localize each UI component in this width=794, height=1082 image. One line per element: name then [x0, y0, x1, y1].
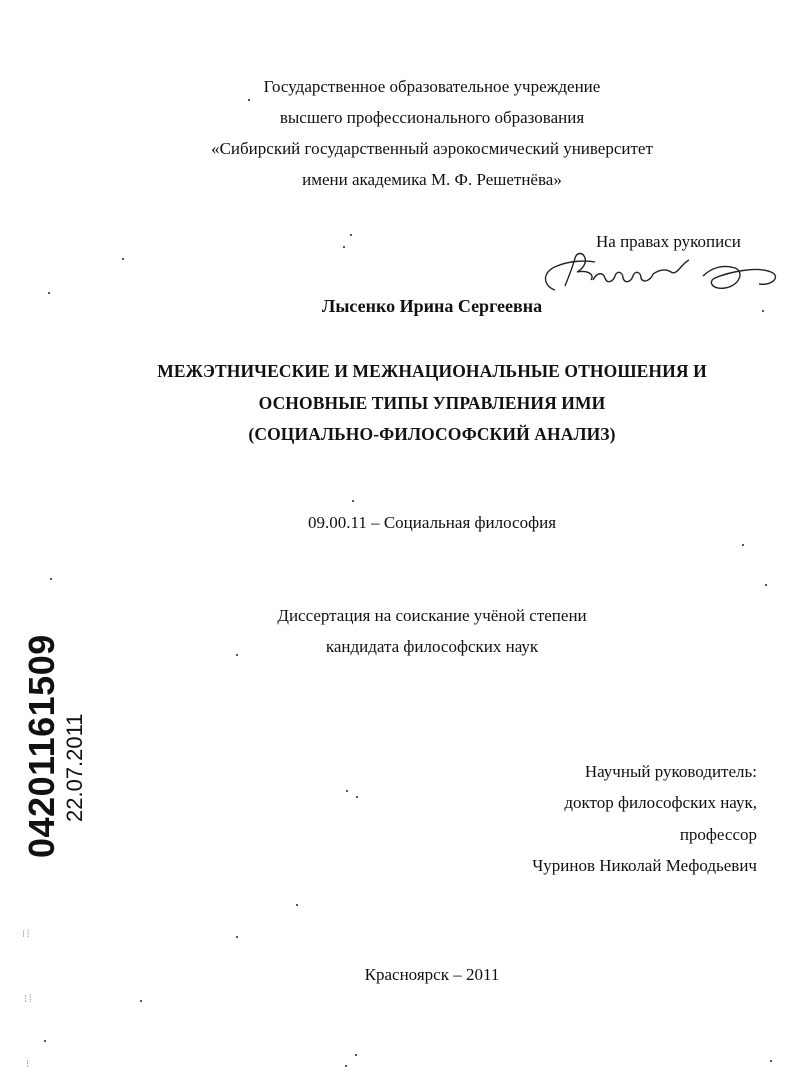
scan-speck	[770, 1060, 772, 1062]
author-name: Лысенко Ирина Сергеевна	[321, 296, 543, 316]
scan-speck	[346, 790, 348, 792]
specialty: 09.00.11 – Социальная философия	[307, 513, 557, 532]
degree-line-2: кандидата философских наук	[325, 637, 539, 656]
scan-speck	[236, 936, 238, 938]
scan-speck	[355, 1054, 357, 1056]
scan-speck	[765, 584, 767, 586]
supervisor-name: Чуринов Николай Мефодьевич	[532, 856, 757, 875]
title-line-3: (СОЦИАЛЬНО-ФИЛОСОФСКИЙ АНАЛИЗ)	[248, 424, 616, 444]
scan-speck	[44, 1040, 46, 1042]
manuscript-note: На правах рукописи	[596, 232, 741, 251]
stamp-date: 22.07.2011	[62, 713, 87, 822]
place-year: Красноярск – 2011	[364, 965, 500, 984]
degree-line-1: Диссертация на соискание учёной степени	[277, 606, 587, 625]
scan-speck	[345, 1065, 347, 1067]
supervisor-label: Научный руководитель:	[584, 762, 757, 781]
scan-speck	[742, 544, 744, 546]
institution-line-3: «Сибирский государственный аэрокосмический университет	[211, 139, 653, 158]
scan-mark: ⁝⁞	[22, 929, 32, 940]
stamp-number: 04201161509	[21, 634, 62, 858]
scan-speck	[352, 500, 354, 502]
institution-line-4: имени академика М. Ф. Решетнёва»	[302, 170, 562, 189]
scan-speck	[248, 99, 250, 101]
title-line-2: ОСНОВНЫЕ ТИПЫ УПРАВЛЕНИЯ ИМИ	[258, 393, 606, 413]
supervisor-degree: доктор философских наук,	[564, 793, 757, 812]
institution-line-2: высшего профессионального образования	[279, 108, 585, 127]
scan-speck	[356, 796, 358, 798]
scan-mark: ⁝⁞	[24, 994, 34, 1005]
supervisor-rank: профессор	[679, 825, 757, 844]
scan-mark: ⁝	[26, 1059, 30, 1070]
scan-speck	[140, 1000, 142, 1002]
scan-speck	[50, 578, 52, 580]
scan-speck	[350, 234, 352, 236]
scan-speck	[296, 904, 298, 906]
library-stamp	[4, 632, 87, 862]
institution-line-1: Государственное образовательное учреждение	[263, 77, 601, 96]
scan-speck	[122, 258, 124, 260]
scan-speck	[48, 292, 50, 294]
scan-speck	[762, 310, 764, 312]
scan-speck	[236, 654, 238, 656]
scan-speck	[343, 246, 345, 248]
signature-icon	[535, 246, 780, 298]
title-line-1: МЕЖЭТНИЧЕСКИЕ И МЕЖНАЦИОНАЛЬНЫЕ ОТНОШЕНИЯ И	[157, 361, 707, 381]
